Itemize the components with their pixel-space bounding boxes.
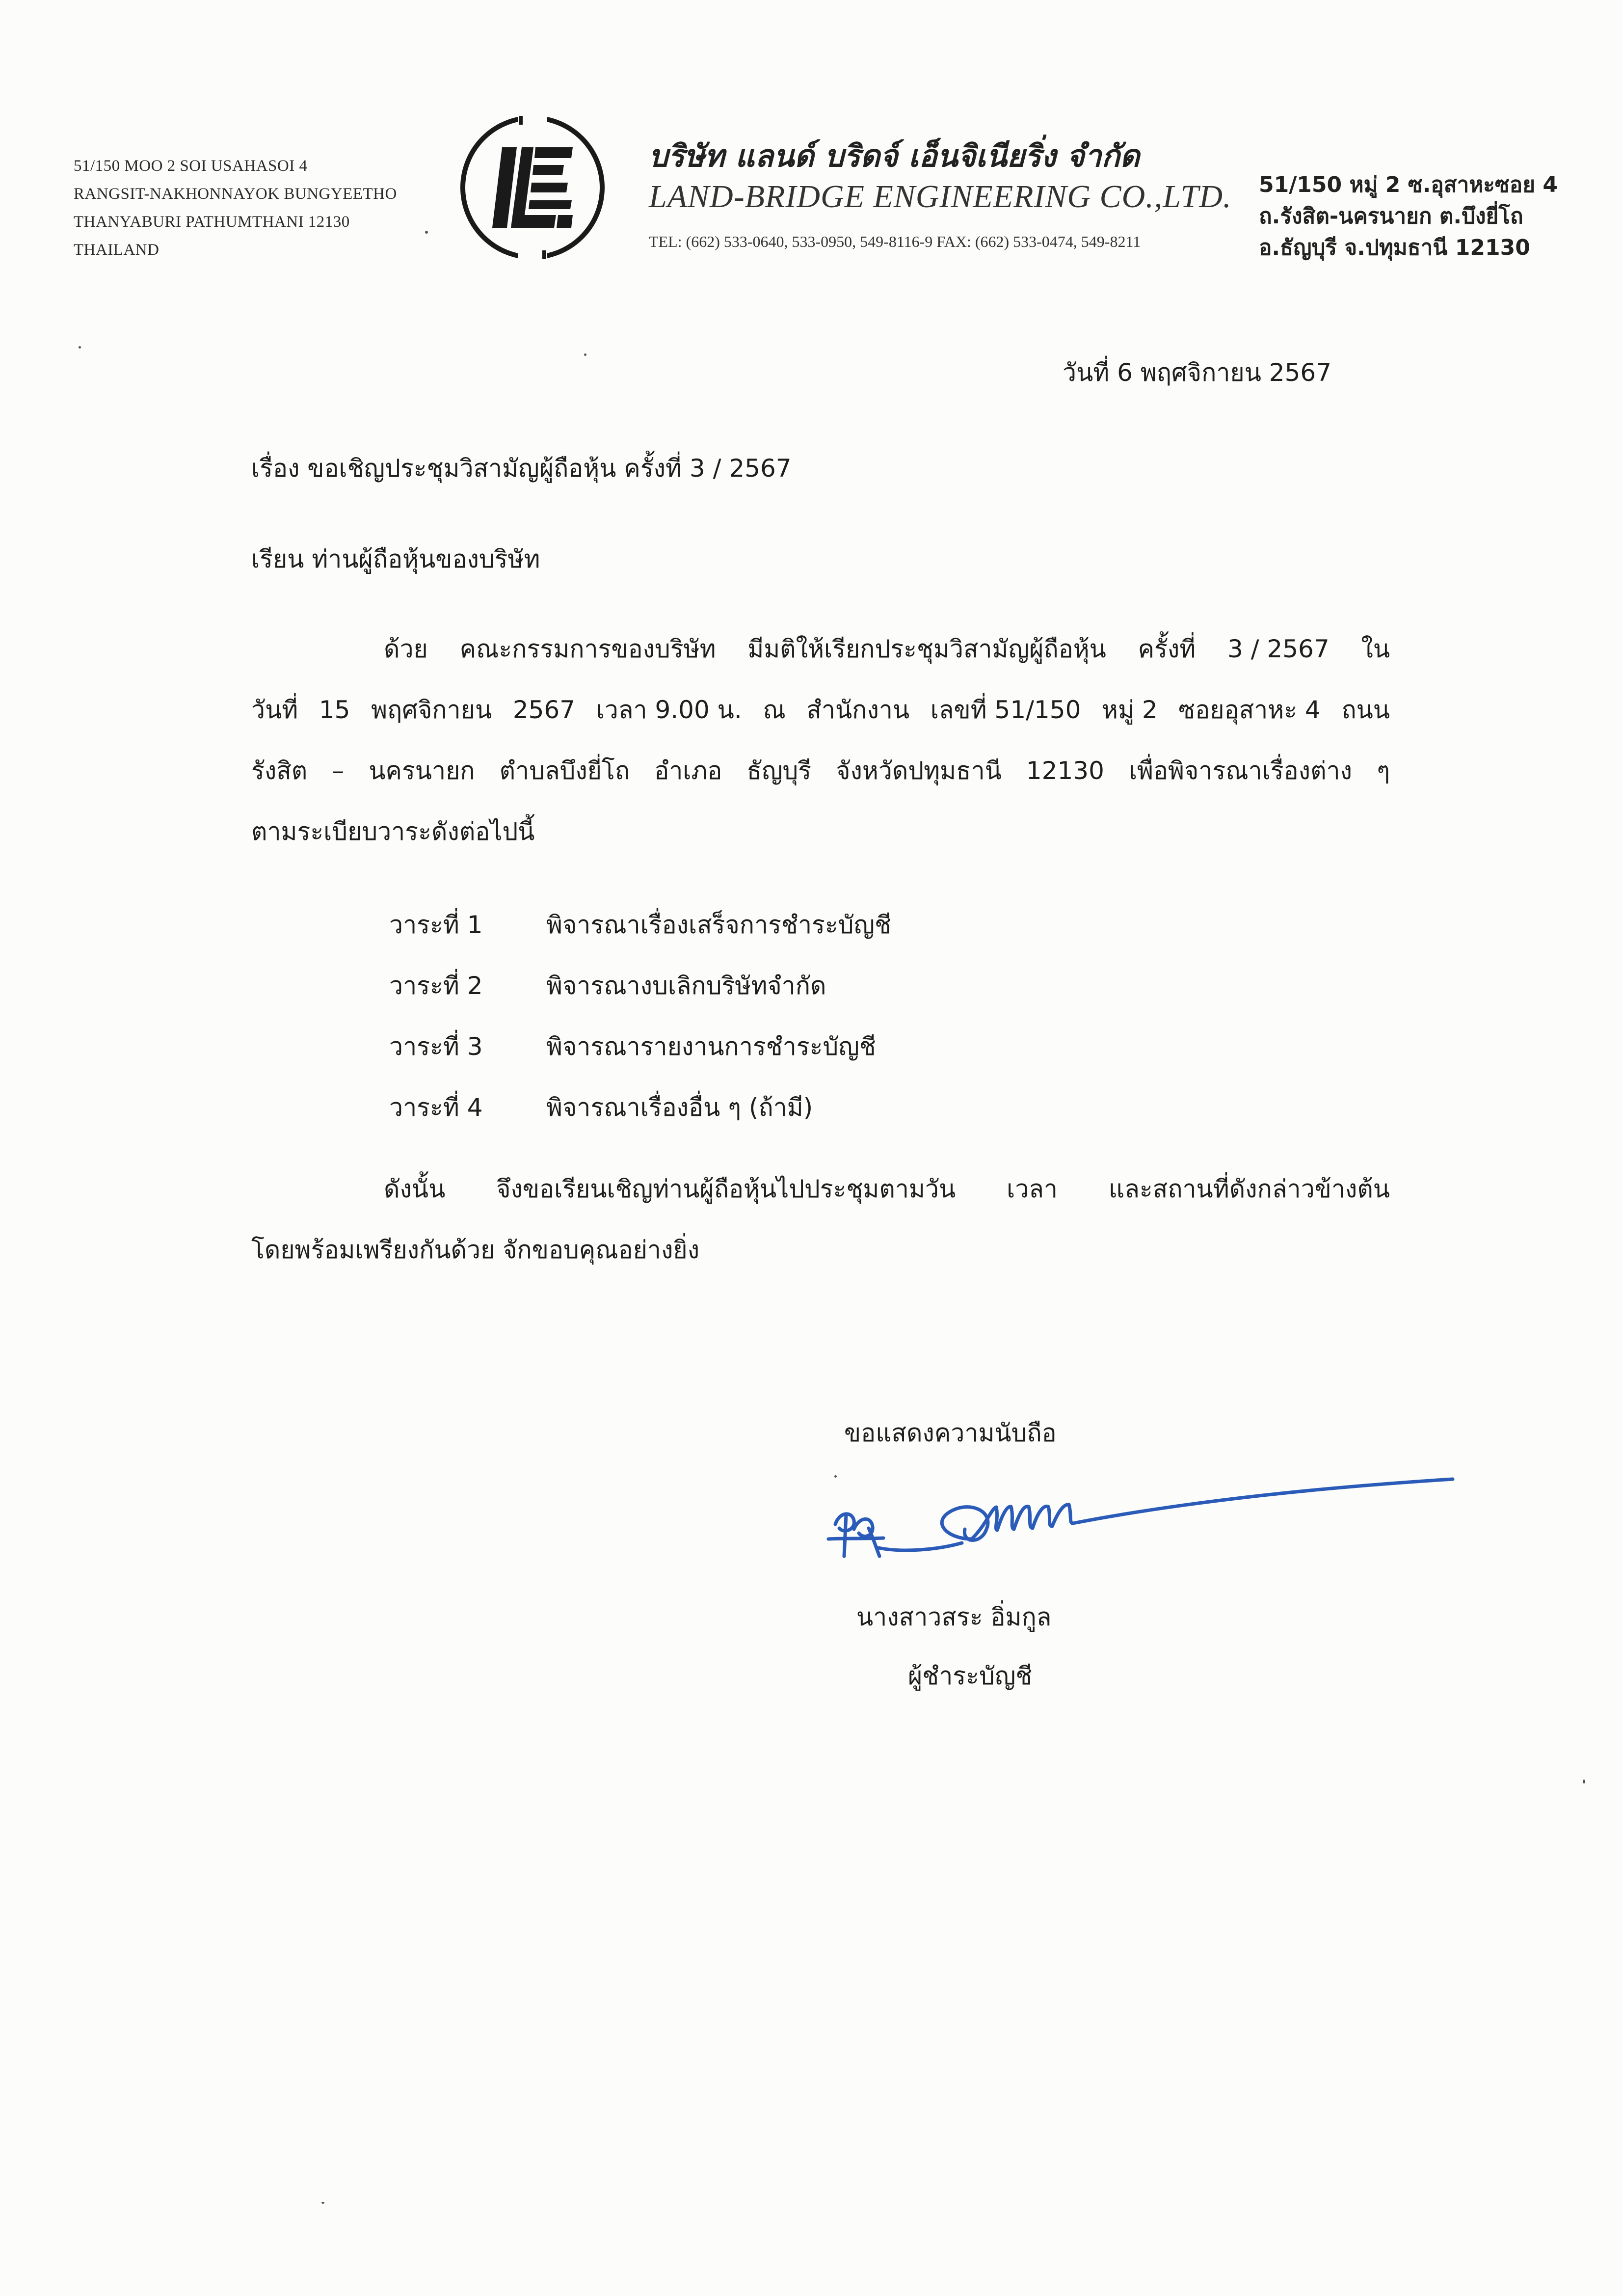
word: เพื่อพิจารณาเรื่องต่าง [1128,756,1353,785]
company-name-block [649,136,1231,251]
word: ณ [763,696,786,724]
word: ๆ [1377,756,1390,785]
word: 15 [319,696,350,724]
word: อำเภอ [654,756,722,785]
letter-subject: เรื่อง ขอเชิญประชุมวิสามัญผู้ถือหุ้น ครั้งที่ 3 / 2567 [251,454,792,483]
agenda-text: พิจารณาเรื่องอื่น ๆ (ถ้ามี) [546,1093,813,1122]
paragraph-line [251,619,1390,679]
word: ใน [1361,635,1390,663]
word: มีมติให้เรียกประชุมวิสามัญผู้ถือหุ้น [747,635,1106,663]
word: เวลา [1007,1175,1058,1203]
word: และสถานที่ดังกล่าวข้างต้น [1108,1175,1390,1203]
agenda-list [389,894,891,1138]
agenda-text: พิจารณารายงานการชำระบัญชี [546,1032,876,1061]
company-name-thai: บริษัท แลนด์ บริดจ์ เอ็นจิเนียริ่ง จำกัด [649,138,1140,174]
agenda-item [389,1077,891,1138]
word: 12130 [1026,756,1104,785]
scan-speck [834,1475,837,1478]
agenda-item [389,894,891,955]
paragraph-line [251,801,1390,862]
paragraph-line [251,679,1390,740]
agenda-text: พิจารณาเรื่องเสร็จการชำระบัญชี [546,911,892,939]
handwritten-signature [825,1465,1463,1578]
word: สำนักงาน [806,696,910,724]
thai-address [1259,169,1558,264]
english-address-line-3: THANYABURI PATHUMTHANI 12130 [74,213,350,231]
word: เวลา 9.00 น. [596,696,742,724]
word: พฤศจิกายน [371,696,492,724]
agenda-number: วาระที่ 4 [389,1093,483,1122]
company-name-english: LAND-BRIDGE ENGINEERING CO.,LTD. [649,179,1232,215]
signer-name: นางสาวสระ อิ่มกูล [856,1603,1052,1631]
thai-address-line-2: ถ.รังสิต-นครนายก ต.บึงยี่โถ [1259,204,1523,229]
word: ด้วย [384,635,428,663]
english-address-line-4: THAILAND [74,241,160,259]
agenda-number: วาระที่ 1 [389,911,483,939]
scan-speck [321,2202,324,2204]
scan-speck [1583,1780,1585,1783]
agenda-text: พิจารณางบเลิกบริษัทจำกัด [546,972,826,1000]
word: ดังนั้น [384,1175,446,1203]
paragraph-line-text: โดยพร้อมเพรียงกันด้วย จักขอบคุณอย่างยิ่ง [251,1236,700,1264]
word: นครนายก [369,756,475,785]
letter-date: วันที่ 6 พฤศจิกายน 2567 [1063,358,1332,387]
word: หมู่ 2 [1102,696,1158,724]
word: ตำบลบึงยี่โถ [499,756,630,785]
word: วันที่ [251,696,298,724]
english-address [74,152,397,264]
english-address-line-2: RANGSIT-NAKHONNAYOK BUNGYEETHO [74,185,397,203]
scan-speck [79,346,81,349]
word: ครั้งที่ [1138,635,1196,663]
agenda-item [389,955,891,1016]
thai-address-line-1: 51/150 หมู่ 2 ซ.อุสาหะซอย 4 [1259,172,1558,197]
word: 2567 [512,696,576,724]
word: 3 / 2567 [1227,635,1330,663]
word: เลขที่ 51/150 [930,696,1081,724]
word: ธัญบุรี [746,756,812,785]
paragraph-closing-request [251,1159,1390,1280]
signer-title: ผู้ชำระบัญชี [908,1662,1033,1690]
paragraph-line-text: ตามระเบียบวาระดังต่อไปนี้ [251,817,535,846]
paragraph-line [251,740,1390,801]
agenda-number: วาระที่ 2 [389,972,483,1000]
scan-speck [425,231,428,234]
word: ถนน [1341,696,1390,724]
word: คณะกรรมการของบริษัท [459,635,716,663]
word: จึงขอเรียนเชิญท่านผู้ถือหุ้นไปประชุมตามวัน [496,1175,956,1203]
word: จังหวัดปทุมธานี [836,756,1002,785]
agenda-item [389,1016,891,1077]
word: ซอยอุสาหะ 4 [1178,696,1321,724]
closing-phrase: ขอแสดงความนับถือ [844,1419,1057,1447]
english-address-line-1: 51/150 MOO 2 SOI USAHASOI 4 [74,157,308,175]
paragraph-line [251,1219,1390,1280]
letter-salutation: เรียน ท่านผู้ถือหุ้นของบริษัท [251,545,540,573]
agenda-number: วาระที่ 3 [389,1032,483,1061]
company-logo-icon [459,114,606,261]
paragraph-line [251,1159,1390,1219]
company-contact: TEL: (662) 533-0640, 533-0950, 549-8116-9 FAX: (662) 533-0474, 549-8211 [649,233,1141,250]
scan-speck [584,353,586,356]
word: – [332,756,345,785]
word: รังสิต [251,756,308,785]
thai-address-line-3: อ.ธัญบุรี จ.ปทุมธานี 12130 [1259,235,1530,260]
paragraph-invitation [251,619,1390,862]
